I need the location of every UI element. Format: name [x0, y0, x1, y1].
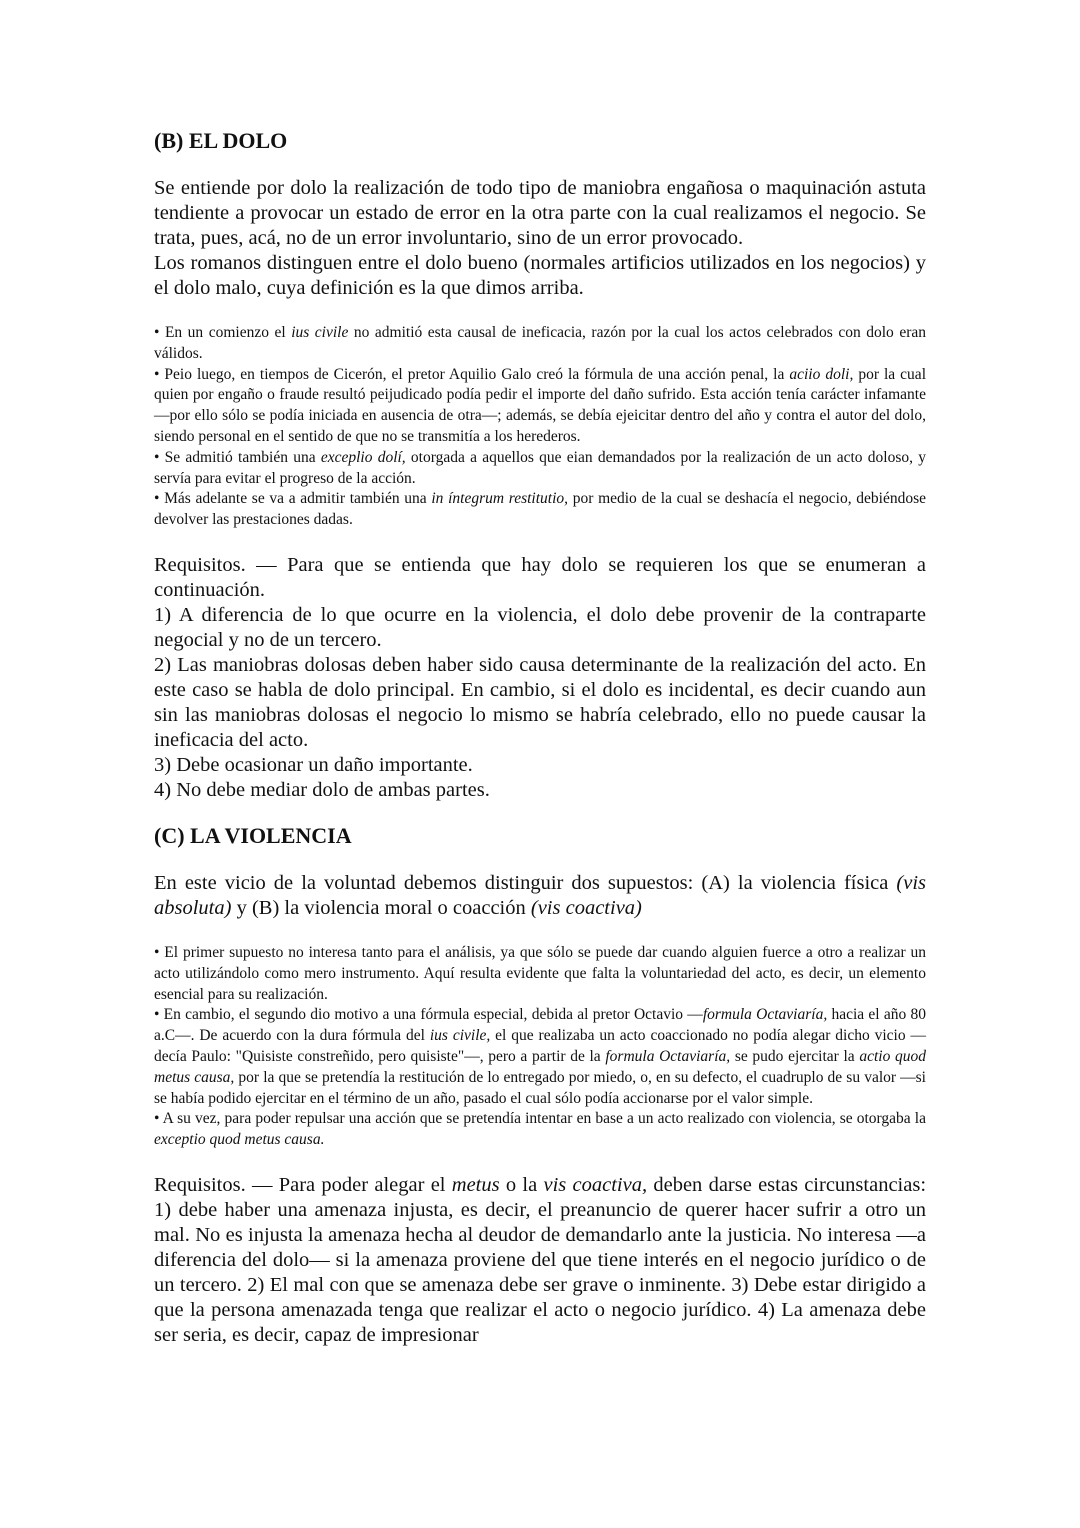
dolo-intro-paragraph-2: Los romanos distinguen entre el dolo bueno (normales artificios utilizados en los negocios) y el dolo malo, cuya definición es la que dimos arriba.: [154, 252, 926, 299]
dolo-requisito-2: 2) Las maniobras dolosas deben haber sido causa determinante de la realización del acto. En este caso se habla de dolo principal. En cambio, si el dolo es incidental, es decir cuando aun sin las maniobras dolosas el negocio lo mismo se habría celebrado, ello no puede causar la ineficacia del acto.: [154, 653, 926, 751]
dolo-intro-paragraph-1: Se entiende por dolo la realización de todo tipo de maniobra engañosa o maquinación astuta tendiente a provocar un estado de error en la otra parte con la cual realizamos el negocio. Se trata, pues, acá, no de un error involuntario, sino de un error provocado.: [154, 177, 926, 249]
dolo-bullet-3: • Se admitió también una exceplio dolí, otorgada a aquellos que eian demandados por la realización de un acto doloso, y servía para evitar el progreso de la acción.: [154, 448, 926, 487]
violencia-bullet-2: • En cambio, el segundo dio motivo a una fórmula especial, debida al pretor Octavio —formula Octaviaría, hacia el año 80 a.C—. De acuerdo con la dura fórmula del ius civile, el que realizaba un acto coaccionado no podía alegar dicho vicio —decía Paulo: "Quisiste constreñido, pero quisiste"—, pero a partir de la formula Octaviaría, se pudo ejercitar la actio quod metus causa, por la que se pretendía la restitución de lo entregado por miedo, o, en su defecto, el cuadruplo de su valor —si se había podido ejercitar en el término de un año, pasado el cual sólo podía accionarse por el valor simple.: [154, 1006, 927, 1107]
dolo-bullet-2: • Peio luego, en tiempos de Cicerón, el pretor Aquilio Galo creó la fórmula de una acción penal, la aciio doli, por la cual quien por engaño o fraude resultó peijudicado podía pedir el importe del daño sufrido. Esta acción tenía carácter infamante —por ello sólo se podía iniciada en ausencia de otra—; además, se debía ejeicitar dentro del año y contra el autor del dolo, siendo personal en el sentido de que no se transmitía a los herederos.: [154, 365, 926, 445]
document-page: [154, 124, 926, 1348]
dolo-requisito-3: 3) Debe ocasionar un daño importante.: [154, 753, 473, 776]
violencia-bullet-1: • El primer supuesto no interesa tanto para el análisis, ya que sólo se puede dar cuando alguien fuerce a otro a realizar un acto utilizándolo como mero instrumento. Aquí resulta evidente que falta la voluntariedad del acto, es decir, un elemento esencial para su realización.: [154, 943, 926, 1003]
dolo-requisitos-intro: Requisitos. — Para que se entienda que hay dolo se requieren los que se enumeran a continuación.: [154, 553, 926, 601]
dolo-bullet-4: • Más adelante se va a admitir también una in íntegrum restitutio, por medio de la cual se deshacía el negocio, debiéndose devolver las prestaciones dadas.: [154, 490, 926, 529]
section-title-dolo: (B) EL DOLO: [154, 128, 288, 153]
violencia-requisitos-paragraph: Requisitos. — Para poder alegar el metus o la vis coactiva, deben darse estas circunstancias: 1) debe haber una amenaza injusta, es decir, el preanuncio de querer hacer sufrir a otro un mal. No es injusta la amenaza hecha al deudor de demandarlo ante la justicia. No interesa —a diferencia del dolo— si la amenaza proviene del que tiene interés en el negocio jurídico o de un tercero. 2) El mal con que se amenaza debe ser grave o inminente. 3) Debe estar dirigido a que la persona amenazada tenga que realizar el acto o negocio jurídico. 4) La amenaza debe ser seria, es decir, capaz de impresionar: [154, 1173, 927, 1346]
section-title-violencia: (C) LA VIOLENCIA: [154, 822, 352, 848]
violencia-intro-paragraph: En este vicio de la voluntad debemos distinguir dos supuestos: (A) la violencia física (vis absoluta) y (B) la violencia moral o coacción (vis coactiva): [154, 871, 926, 919]
violencia-bullet-3: • A su vez, para poder repulsar una acción que se pretendía intentar en base a un acto realizado con violencia, se otorgaba la exceptio quod metus causa.: [154, 1110, 926, 1149]
dolo-requisito-4: 4) No debe mediar dolo de ambas partes.: [154, 778, 490, 801]
dolo-requisito-1: 1) A diferencia de lo que ocurre en la violencia, el dolo debe provenir de la contraparte negocial y no de un tercero.: [154, 603, 926, 651]
dolo-bullet-1: • En un comienzo el ius civile no admitió esta causal de ineficacia, razón por la cual los actos celebrados con dolo eran válidos.: [154, 324, 926, 362]
